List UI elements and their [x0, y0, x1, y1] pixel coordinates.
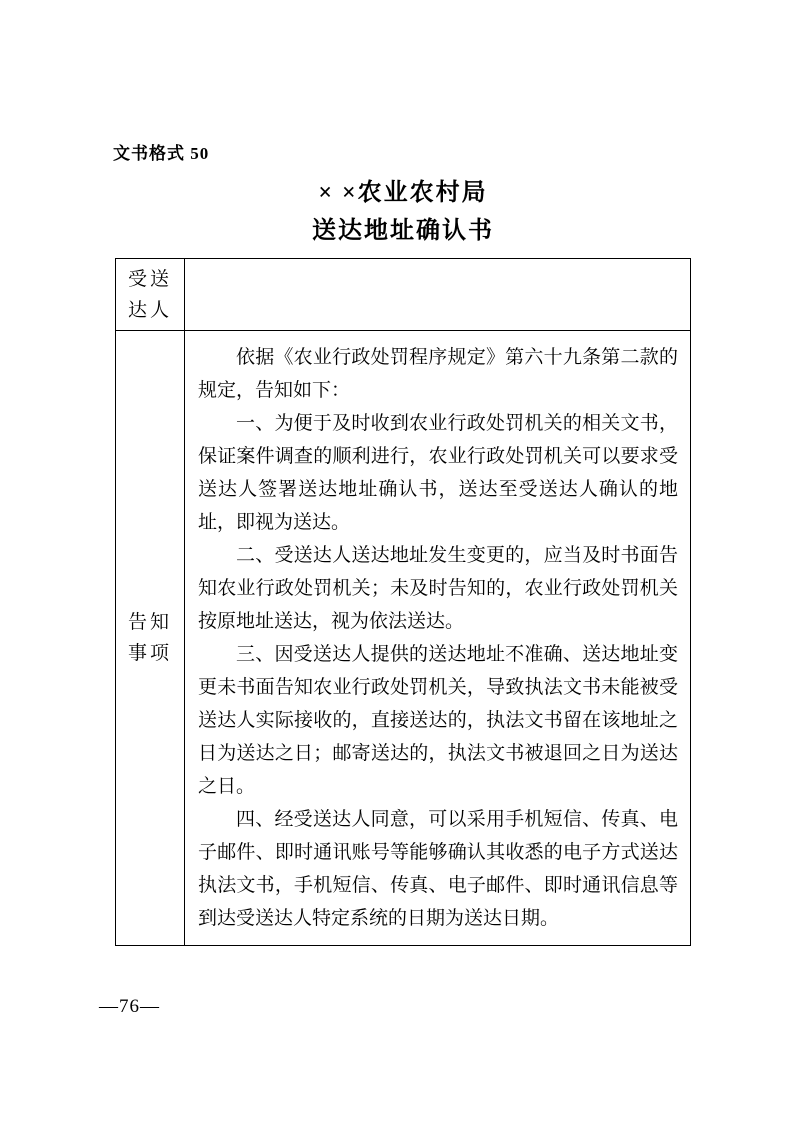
notice-paragraph-1: 一、为便于及时收到农业行政处罚机关的相关文书，保证案件调查的顺利进行，农业行政处罚机关可以要求受送达人签署送达地址确认书，送达至受送达人确认的地址，即视为送达。 [198, 413, 678, 533]
notice-content [185, 331, 691, 946]
notice-row [116, 331, 691, 946]
org-title: × ×农业农村局 [318, 180, 488, 206]
format-label: 文书格式 50 [113, 144, 210, 163]
notice-paragraph-4: 四、经受送达人同意，可以采用手机短信、传真、电子邮件、即时通讯账号等能够确认其收悉的电子方式送达执法文书，手机短信、传真、电子邮件、即时通讯信息等到达受送达人特定系统的日期为送达日期。 [198, 809, 678, 929]
recipient-label: 受送达人 [116, 259, 185, 331]
title-block [115, 178, 691, 246]
recipient-row [116, 259, 691, 331]
doc-title: 送达地址确认书 [312, 218, 494, 244]
confirmation-form-table [115, 258, 691, 946]
recipient-value-cell [185, 259, 691, 331]
page-number: —76— [99, 996, 160, 1017]
notice-label: 告知事项 [116, 331, 185, 946]
notice-paragraph-intro: 依据《农业行政处罚程序规定》第六十九条第二款的规定，告知如下： [198, 347, 678, 401]
notice-paragraph-2: 二、受送达人送达地址发生变更的，应当及时书面告知农业行政处罚机关；未及时告知的，农业行政处罚机关按原地址送达，视为依法送达。 [198, 545, 678, 632]
notice-paragraph-3: 三、因受送达人提供的送达地址不准确、送达地址变更未书面告知农业行政处罚机关，导致执法文书未能被受送达人实际接收的，直接送达的，执法文书留在该地址之日为送达之日；邮寄送达的，执法文书被退回之日为送达之日。 [198, 644, 678, 797]
